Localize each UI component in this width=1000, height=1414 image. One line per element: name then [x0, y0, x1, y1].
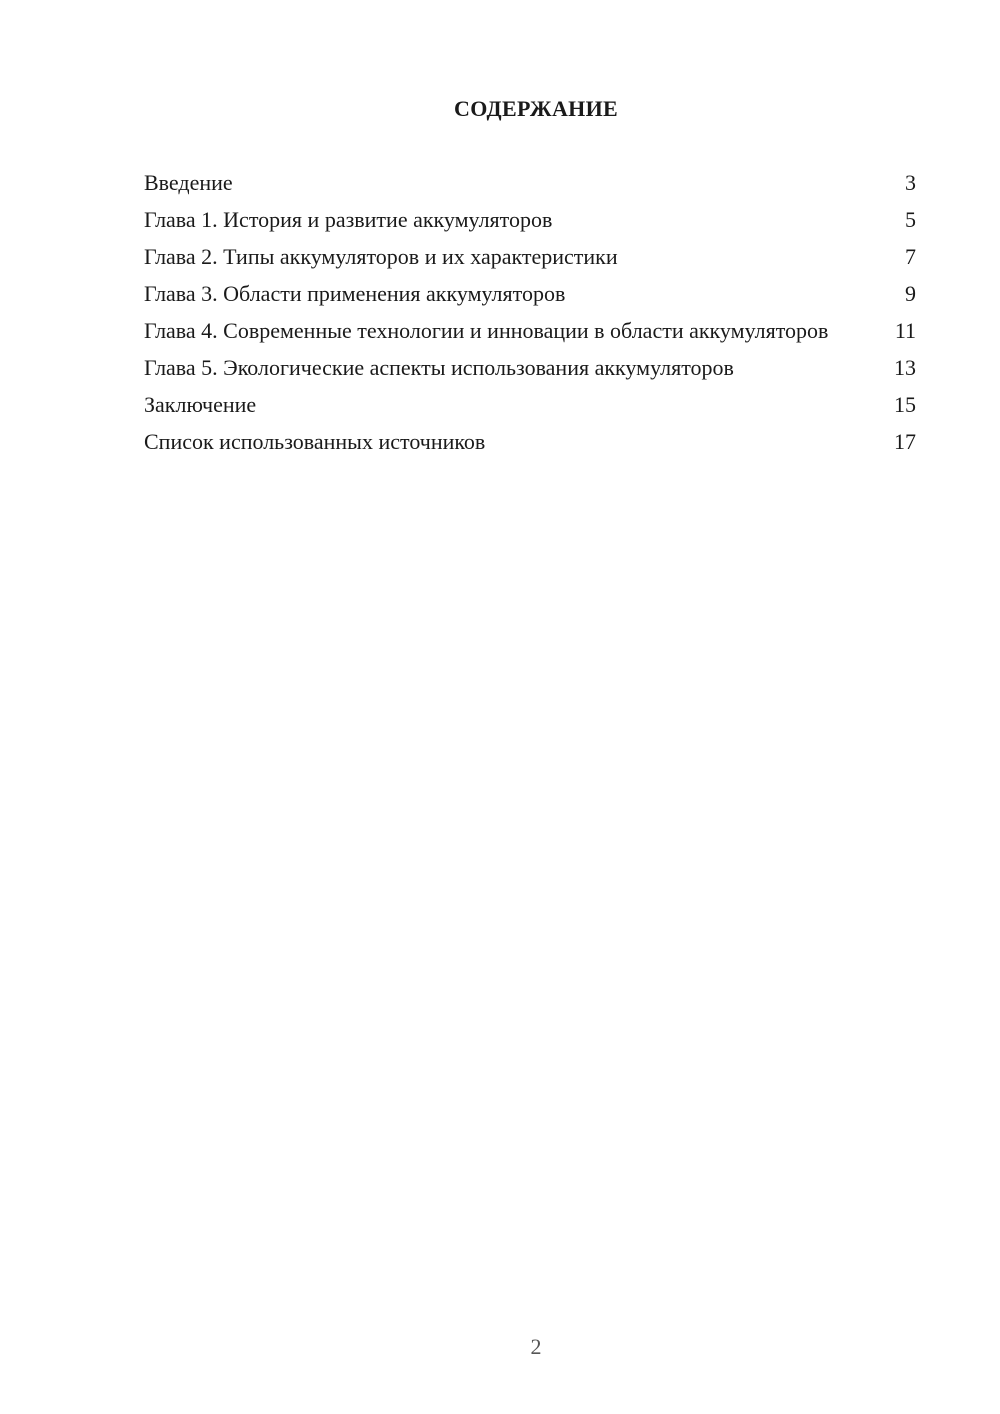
table-of-contents [144, 170, 920, 466]
toc-entry-conclusion [144, 392, 920, 418]
toc-entry-text: Глава 4. Современные технологии и инновации в области аккумуляторов [144, 318, 829, 343]
toc-entry-page: 9 [905, 281, 916, 306]
toc-entry-page: 11 [894, 318, 916, 343]
toc-entry-text: Глава 5. Экологические аспекты использования аккумуляторов [144, 355, 734, 380]
toc-entry-chapter-3 [144, 281, 920, 307]
toc-entry-chapter-1 [144, 207, 920, 233]
toc-entry-text: Заключение [144, 392, 257, 417]
toc-entry-text: Введение [144, 170, 233, 195]
toc-entry-text: Глава 2. Типы аккумуляторов и их характеристики [144, 244, 618, 269]
toc-entry-references [144, 429, 920, 455]
toc-entry-text: Глава 1. История и развитие аккумуляторов [144, 207, 553, 232]
toc-entry-text: Список использованных источников [144, 429, 486, 454]
toc-entry-page: 17 [894, 429, 916, 454]
toc-entry-text: Глава 3. Области применения аккумуляторов [144, 281, 566, 306]
toc-entry-introduction [144, 170, 920, 196]
toc-entry-page: 5 [905, 207, 916, 232]
page-number: 2 [530, 1334, 542, 1359]
toc-entry-chapter-4 [144, 318, 920, 344]
toc-entry-page: 3 [905, 170, 916, 195]
toc-entry-page: 15 [894, 392, 916, 417]
toc-entry-chapter-2 [144, 244, 920, 270]
page-title: СОДЕРЖАНИЕ [454, 96, 618, 121]
toc-entry-chapter-5 [144, 355, 920, 381]
toc-entry-page: 13 [894, 355, 916, 380]
toc-entry-page: 7 [905, 244, 916, 269]
